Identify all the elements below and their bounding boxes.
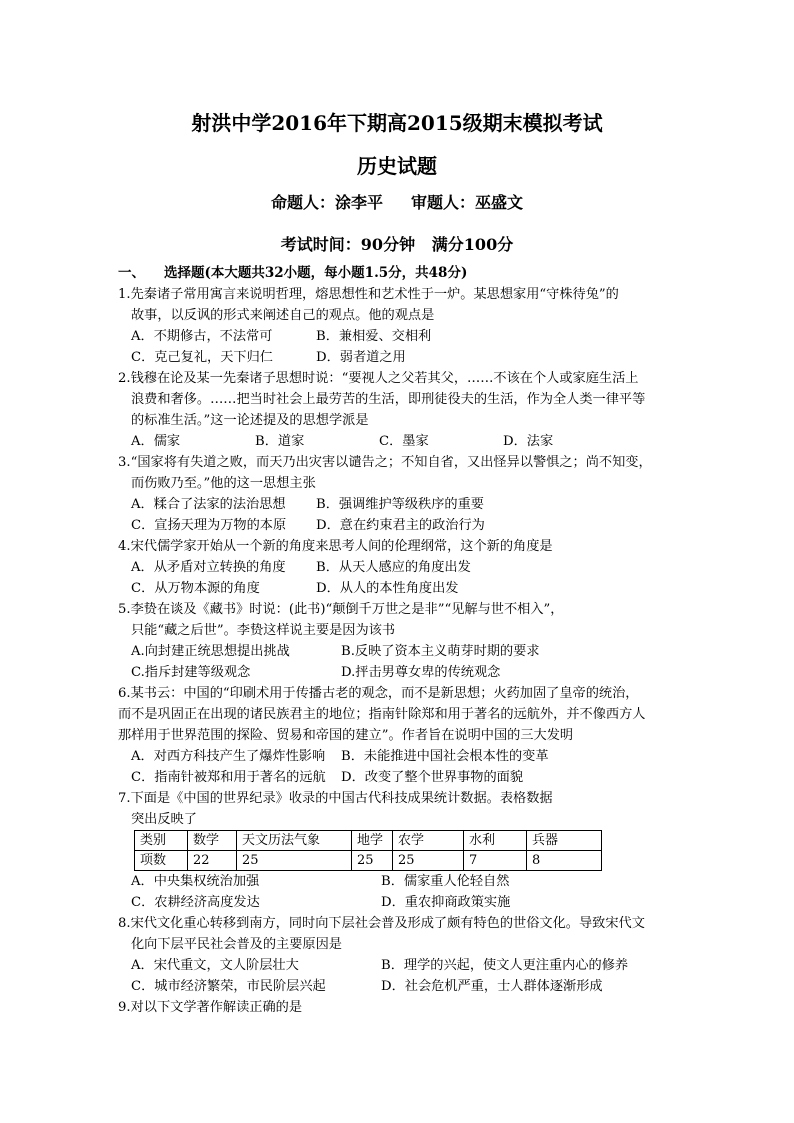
question-stem: 3.“国家将有失道之败，而天乃出灾害以谴告之；不知自省，又出怪异以警惧之；尚不知变， <box>118 455 652 470</box>
options-row <box>118 641 678 662</box>
table-cell: 地学 <box>352 831 393 851</box>
question-stem: 1.先秦诸子常用寓言来说明哲理，熔思想性和艺术性于一炉。某思想家用“守株待兔”的 <box>118 287 619 302</box>
question-stem: 浪费和奢侈。……把当时社会上最劳苦的生活，即刑徒役夫的生活，作为全人类一律平等 <box>131 392 646 407</box>
question-stem: 只能“藏之后世”。李贽这样说主要是因为该书 <box>131 623 396 638</box>
table-header-row <box>135 831 602 851</box>
option-a: A.向封建正统思想提出挑战 <box>131 644 290 659</box>
question-list <box>118 263 678 1018</box>
option-a: A．中央集权统治加强 <box>131 874 260 889</box>
option-d: D．意在约束君主的政治行为 <box>316 518 485 533</box>
option-c: C．墨家 <box>379 434 429 449</box>
options-row <box>118 892 678 913</box>
statistics-table <box>134 830 602 871</box>
option-d: D．弱者道之用 <box>316 350 406 365</box>
full-score: 满分100分 <box>431 235 514 254</box>
question-stem: 化向下层平民社会普及的主要原因是 <box>131 937 342 952</box>
question-5 <box>118 599 678 683</box>
question-2 <box>118 368 678 452</box>
question-3 <box>118 452 678 536</box>
question-7 <box>118 788 678 913</box>
question-stem: 8.宋代文化重心转移到南方，同时向下层社会普及形成了颇有特色的世俗文化。导致宋代文 <box>118 916 645 931</box>
table-cell: 25 <box>393 851 464 871</box>
option-b: B.反映了资本主义萌芽时期的要求 <box>341 644 540 659</box>
option-c: C．指南针被郑和用于著名的远航 <box>131 770 326 785</box>
options-row <box>118 955 678 976</box>
question-stem: 故事，以反讽的形式来阐述自己的观点。他的观点是 <box>131 308 435 323</box>
option-a: A．从矛盾对立转换的角度 <box>131 560 286 575</box>
question-stem: 9.对以下文学著作解读正确的是 <box>118 1000 303 1015</box>
table-cell: 水利 <box>464 831 527 851</box>
subject-title: 历史试题 <box>357 154 437 178</box>
options-row <box>118 578 678 599</box>
option-d: D．法家 <box>503 434 554 449</box>
question-9 <box>118 997 678 1018</box>
option-d: D．社会危机严重，士人群体逐渐形成 <box>381 979 603 994</box>
option-c: C．从万物本源的角度 <box>131 581 260 596</box>
question-stem: 6.某书云：中国的“印刷术用于传播古老的观念，而不是新思想；火药加固了皇帝的统治， <box>118 686 639 701</box>
option-d: D．改变了整个世界事物的面貌 <box>341 770 524 785</box>
question-stem: 突出反映了 <box>131 812 197 827</box>
table-cell: 数学 <box>188 831 237 851</box>
option-a: A．宋代重文，文人阶层壮大 <box>131 958 299 973</box>
option-c: C．宣扬天理为万物的本原 <box>131 518 287 533</box>
question-stem: 5.李贽在谈及《藏书》时说：(此书)“颠倒千万世之是非”“见解与世不相入”， <box>118 602 564 617</box>
question-1 <box>118 284 678 368</box>
option-a: A．不期修古，不法常可 <box>131 329 273 344</box>
options-row <box>118 662 678 683</box>
option-b: B．强调维护等级秩序的重要 <box>316 497 484 512</box>
question-4 <box>118 536 678 599</box>
option-b: B．未能推进中国社会根本性的变革 <box>341 749 549 764</box>
author-line <box>0 190 794 213</box>
question-stem: 2.钱穆在论及某一先秦诸子思想时说：“要视人之父若其父，……不该在个人或家庭生活上 <box>118 371 639 386</box>
options-row <box>118 431 678 452</box>
section-number: 一、 <box>118 265 145 281</box>
table-cell: 农学 <box>393 831 464 851</box>
options-row <box>118 347 678 368</box>
question-stem: 而伤败乃至。”他的这一思想主张 <box>131 476 316 491</box>
question-stem: 的标准生活。”这一论述提及的思想学派是 <box>131 413 369 428</box>
option-c: C.指斥封建等级观念 <box>131 665 251 680</box>
option-a: A．儒家 <box>131 434 181 449</box>
options-row <box>118 494 678 515</box>
table-cell: 25 <box>352 851 393 871</box>
option-b: B．道家 <box>255 434 305 449</box>
question-6 <box>118 683 678 788</box>
question-8 <box>118 913 678 997</box>
option-d: D.抨击男尊女卑的传统观念 <box>341 665 501 680</box>
option-b: B．理学的兴起，使文人更注重内心的修养 <box>381 958 629 973</box>
option-c: C．克己复礼，天下归仁 <box>131 350 273 365</box>
question-stem: 那样用于世界范围的探险、贸易和帝国的建立”。作者旨在说明中国的三大发明 <box>118 728 574 743</box>
option-b: B．兼相爱、交相利 <box>316 329 432 344</box>
options-row <box>118 515 678 536</box>
table-cell: 项数 <box>135 851 188 871</box>
options-row <box>118 976 678 997</box>
option-b: B．儒家重人伦轻自然 <box>381 874 510 889</box>
table-cell: 类别 <box>135 831 188 851</box>
setter: 命题人：涂李平 <box>270 193 383 212</box>
table-cell: 25 <box>237 851 352 871</box>
option-c: C．城市经济繁荣，市民阶层兴起 <box>131 979 326 994</box>
options-row <box>118 871 678 892</box>
option-a: A．对西方科技产生了爆炸性影响 <box>131 749 326 764</box>
reviewer: 审题人：巫盛文 <box>411 193 524 212</box>
option-d: D．重农抑商政策实施 <box>381 895 511 910</box>
option-a: A．糅合了法家的法治思想 <box>131 497 286 512</box>
question-stem: 7.下面是《中国的世界纪录》收录的中国古代科技成果统计数据。表格数据 <box>118 791 553 806</box>
options-row <box>118 557 678 578</box>
question-stem: 4.宋代儒学家开始从一个新的角度来思考人间的伦理纲常，这个新的角度是 <box>118 539 553 554</box>
question-stem: 而不是巩固正在出现的诸民族君主的地位；指南针除郑和用于著名的远航外，并不像西方人 <box>118 707 646 722</box>
exam-info-line <box>0 232 794 255</box>
table-cell: 兵器 <box>527 831 602 851</box>
options-row <box>118 326 678 347</box>
options-row <box>118 746 678 767</box>
option-c: C．农耕经济高度发达 <box>131 895 260 910</box>
table-cell: 8 <box>527 851 602 871</box>
time-limit: 考试时间：90分钟 <box>280 235 416 254</box>
option-d: D．从人的本性角度出发 <box>316 581 459 596</box>
section-title: 选择题(本大题共32小题，每小题1.5分，共48分) <box>164 265 468 281</box>
table-cell: 22 <box>188 851 237 871</box>
options-row <box>118 767 678 788</box>
option-b: B．从天人感应的角度出发 <box>316 560 471 575</box>
table-cell: 7 <box>464 851 527 871</box>
section-heading <box>118 263 678 284</box>
table-cell: 天文历法气象 <box>237 831 352 851</box>
table-row <box>135 851 602 871</box>
exam-title: 射洪中学2016年下期高2015级期末模拟考试 <box>191 111 603 135</box>
